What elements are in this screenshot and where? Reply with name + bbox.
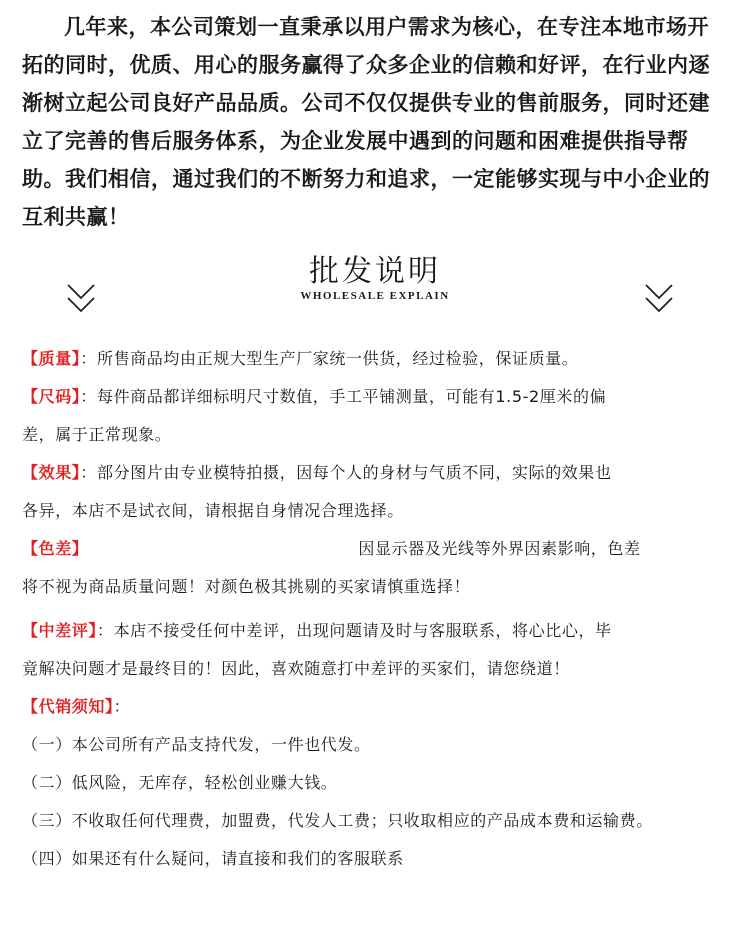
size-row [22, 378, 732, 416]
intro-paragraph: 几年来，本公司策划一直秉承以用户需求为核心，在专注本地市场开拓的同时，优质、用心的服务赢得了众多企业的信赖和好评，在行业内逐渐树立起公司良好产品品质。公司不仅仅提供专业的售前服务，同时还建立了完善的售后服务体系，为企业发展中遇到的问题和困难提供指导帮助。我们相信，通过我们的不断努力和追求，一定能够实现与中小企业的互利共赢！ [22, 15, 710, 229]
review-row [22, 612, 732, 650]
review-text-cont: 竟解决问题才是最终目的！因此，喜欢随意打中差评的买家们，请您绕道！ [22, 659, 570, 678]
review-tag: 【中差评】 [22, 621, 98, 640]
review-text: ：本店不接受任何中差评，出现问题请及时与客服联系，将心比心，毕 [97, 621, 612, 640]
color-tag: 【色差】 [22, 539, 89, 558]
effect-text-cont: 各异，本店不是试衣间，请根据自身情况合理选择。 [22, 501, 404, 520]
color-text-cont: 将不视为商品质量问题！对颜色极其挑剔的买家请慎重选择！ [22, 577, 471, 596]
section-heading [0, 252, 750, 302]
quality-row [22, 340, 732, 378]
dropship-item: （一）本公司所有产品支持代发，一件也代发。 [22, 735, 371, 754]
size-tag: 【尺码】 [22, 387, 81, 406]
dropship-item: （二）低风险，无库存，轻松创业赚大钱。 [22, 773, 338, 792]
quality-tag: 【质量】 [22, 349, 81, 368]
section-title: 批发说明 [309, 254, 441, 289]
dropship-row [22, 688, 732, 726]
quality-text: ：所售商品均由正规大型生产厂家统一供货，经过检验，保证质量。 [80, 349, 579, 368]
section-subtitle: WHOLESALE EXPLAIN [300, 290, 450, 302]
size-text-cont: 差，属于正常现象。 [22, 425, 172, 444]
double-chevron-down-icon [66, 282, 96, 316]
dropship-suffix: ： [113, 697, 131, 716]
dropship-item: （三）不收取任何代理费，加盟费，代发人工费；只收取相应的产品成本费和运输费。 [22, 811, 653, 830]
color-text: 因显示器及光线等外界因素影响，色差 [358, 539, 641, 558]
size-text: ：每件商品都详细标明尺寸数值，手工平铺测量，可能有1.5-2厘米的偏 [80, 387, 607, 406]
effect-row [22, 454, 732, 492]
dropship-tag: 【代销须知】 [22, 697, 114, 716]
color-row [22, 530, 732, 568]
double-chevron-down-icon [644, 282, 674, 316]
wholesale-terms [22, 340, 732, 878]
effect-text: ：部分图片由专业模特拍摄，因每个人的身材与气质不同，实际的效果也 [80, 463, 612, 482]
effect-tag: 【效果】 [22, 463, 81, 482]
dropship-item: （四）如果还有什么疑问，请直接和我们的客服联系 [22, 849, 404, 868]
